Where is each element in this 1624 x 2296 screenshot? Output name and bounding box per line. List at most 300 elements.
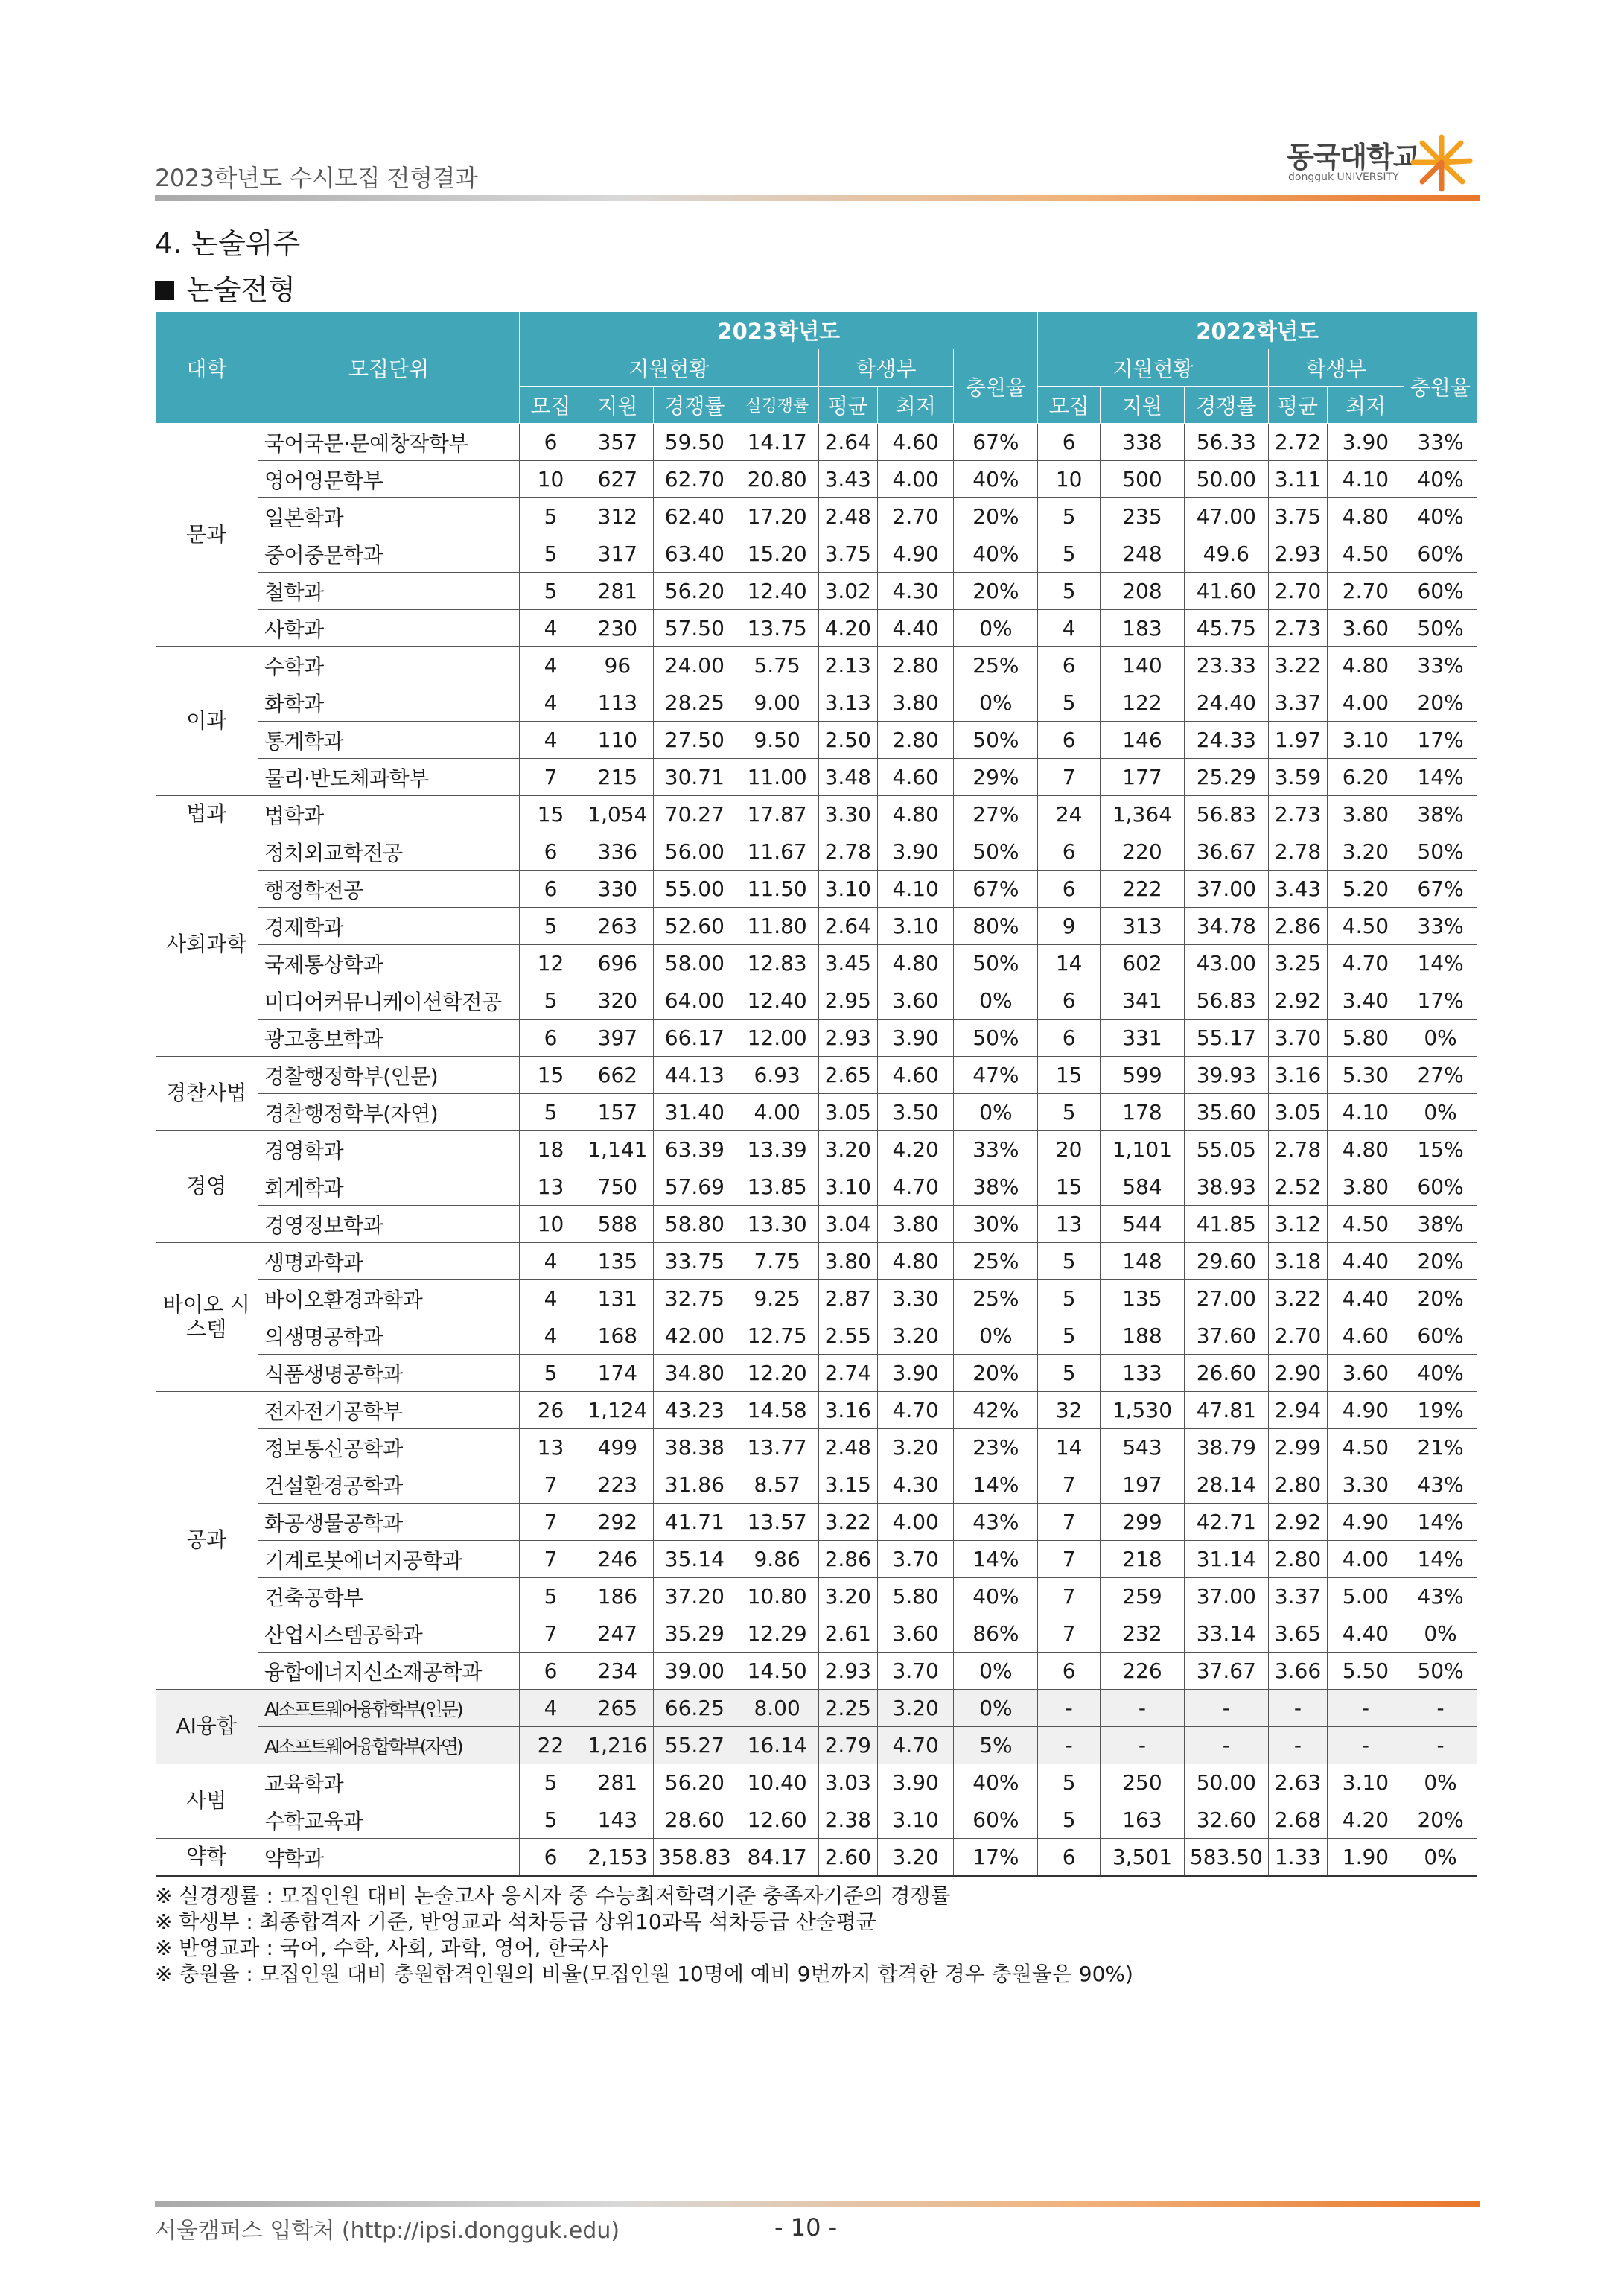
quota-2022-cell: 5 bbox=[1038, 1243, 1101, 1280]
quota-2023-cell: 12 bbox=[520, 945, 582, 982]
avg-2023-cell: 3.15 bbox=[818, 1466, 877, 1504]
real-ratio-2023-cell: 14.58 bbox=[736, 1392, 818, 1429]
applicants-2023-cell: 110 bbox=[582, 722, 653, 759]
page-number: - 10 - bbox=[774, 2213, 838, 2242]
unit-cell: 행정학전공 bbox=[258, 871, 519, 908]
fill-rate-2023-cell: 30% bbox=[954, 1206, 1038, 1243]
avg-2023-cell: 3.16 bbox=[818, 1392, 877, 1429]
ratio-2022-cell: 41.60 bbox=[1184, 573, 1268, 610]
quota-2022-cell: 5 bbox=[1038, 1801, 1101, 1839]
max-2023-cell: 3.50 bbox=[877, 1094, 953, 1131]
ratio-2022-cell: - bbox=[1184, 1690, 1268, 1727]
avg-2023-cell: 2.95 bbox=[818, 982, 877, 1020]
quota-2023-cell: 6 bbox=[520, 1839, 582, 1877]
avg-2023-cell: 2.64 bbox=[818, 424, 877, 461]
table-row bbox=[156, 684, 1477, 722]
table-row bbox=[156, 871, 1477, 908]
logo-english-text: dongguk UNIVERSITY bbox=[1288, 171, 1399, 183]
quota-2022-cell: 6 bbox=[1038, 982, 1101, 1020]
fill-rate-2022-cell: 15% bbox=[1404, 1131, 1477, 1168]
max-2023-cell: 3.60 bbox=[877, 1615, 953, 1653]
avg-2022-cell: 3.59 bbox=[1268, 759, 1327, 796]
max-2022-cell: - bbox=[1328, 1727, 1404, 1764]
college-cell: 문과 bbox=[156, 424, 258, 647]
quota-2022-cell: 14 bbox=[1038, 945, 1101, 982]
max-2023-cell: 3.70 bbox=[877, 1653, 953, 1690]
quota-2023-cell: 5 bbox=[520, 908, 582, 945]
real-ratio-2023-cell: 8.57 bbox=[736, 1466, 818, 1504]
applicants-2022-cell: 602 bbox=[1100, 945, 1184, 982]
table-row bbox=[156, 1727, 1477, 1764]
fill-rate-2023-cell: 50% bbox=[954, 945, 1038, 982]
quota-2022-cell: 15 bbox=[1038, 1168, 1101, 1206]
fill-rate-2022-cell: 38% bbox=[1404, 796, 1477, 833]
ratio-2022-cell: 55.05 bbox=[1184, 1131, 1268, 1168]
fill-rate-2022-cell: 20% bbox=[1404, 684, 1477, 722]
unit-cell: 경영학과 bbox=[258, 1131, 519, 1168]
quota-2022-cell: 13 bbox=[1038, 1206, 1101, 1243]
avg-2023-cell: 2.93 bbox=[818, 1020, 877, 1057]
fill-rate-2023-cell: 0% bbox=[954, 1317, 1038, 1355]
fill-rate-2022-cell: 19% bbox=[1404, 1392, 1477, 1429]
ratio-2023-cell: 24.00 bbox=[653, 647, 736, 684]
fill-rate-2023-cell: 20% bbox=[954, 1355, 1038, 1392]
quota-2023-cell: 5 bbox=[520, 1578, 582, 1615]
max-2023-cell: 3.60 bbox=[877, 982, 953, 1020]
applicants-2023-cell: 131 bbox=[582, 1280, 653, 1317]
max-2023-cell: 4.70 bbox=[877, 1168, 953, 1206]
quota-2022-cell: 5 bbox=[1038, 684, 1101, 722]
table-row bbox=[156, 1243, 1477, 1280]
header-applicant-status-2023: 지원현황 bbox=[520, 349, 818, 387]
applicants-2023-cell: 627 bbox=[582, 461, 653, 498]
applicants-2022-cell: 599 bbox=[1100, 1057, 1184, 1094]
quota-2022-cell: 7 bbox=[1038, 1578, 1101, 1615]
quota-2023-cell: 10 bbox=[520, 1206, 582, 1243]
real-ratio-2023-cell: 13.85 bbox=[736, 1168, 818, 1206]
max-2022-cell: 3.10 bbox=[1328, 722, 1404, 759]
quota-2023-cell: 26 bbox=[520, 1392, 582, 1429]
real-ratio-2023-cell: 8.00 bbox=[736, 1690, 818, 1727]
table-row bbox=[156, 498, 1477, 535]
applicants-2023-cell: 320 bbox=[582, 982, 653, 1020]
avg-2023-cell: 3.48 bbox=[818, 759, 877, 796]
max-2022-cell: 3.80 bbox=[1328, 1168, 1404, 1206]
table-row bbox=[156, 573, 1477, 610]
applicants-2023-cell: 113 bbox=[582, 684, 653, 722]
header-applicants-2023: 지원 bbox=[582, 387, 653, 424]
quota-2022-cell: 15 bbox=[1038, 1057, 1101, 1094]
unit-cell: 경영정보학과 bbox=[258, 1206, 519, 1243]
quota-2022-cell: 5 bbox=[1038, 535, 1101, 573]
avg-2023-cell: 2.78 bbox=[818, 833, 877, 871]
quota-2022-cell: 7 bbox=[1038, 1541, 1101, 1578]
avg-2022-cell: 2.73 bbox=[1268, 610, 1327, 647]
max-2023-cell: 4.60 bbox=[877, 759, 953, 796]
table-row bbox=[156, 1690, 1477, 1727]
quota-2023-cell: 7 bbox=[520, 1504, 582, 1541]
fill-rate-2022-cell: 17% bbox=[1404, 722, 1477, 759]
real-ratio-2023-cell: 13.39 bbox=[736, 1131, 818, 1168]
quota-2023-cell: 4 bbox=[520, 647, 582, 684]
square-bullet-icon bbox=[155, 281, 174, 300]
quota-2023-cell: 4 bbox=[520, 1690, 582, 1727]
fill-rate-2023-cell: 17% bbox=[954, 1839, 1038, 1877]
quota-2023-cell: 7 bbox=[520, 1541, 582, 1578]
footer-office: 서울캠퍼스 입학처 (http://ipsi.dongguk.edu) bbox=[155, 2218, 620, 2244]
max-2023-cell: 3.20 bbox=[877, 1839, 953, 1877]
fill-rate-2023-cell: 67% bbox=[954, 871, 1038, 908]
ratio-2022-cell: 27.00 bbox=[1184, 1280, 1268, 1317]
fill-rate-2023-cell: 5% bbox=[954, 1727, 1038, 1764]
max-2022-cell: 3.30 bbox=[1328, 1466, 1404, 1504]
ratio-2023-cell: 62.70 bbox=[653, 461, 736, 498]
unit-cell: 수학교육과 bbox=[258, 1801, 519, 1839]
ratio-2023-cell: 62.40 bbox=[653, 498, 736, 535]
max-2023-cell: 5.80 bbox=[877, 1578, 953, 1615]
avg-2022-cell: 2.52 bbox=[1268, 1168, 1327, 1206]
avg-2023-cell: 2.65 bbox=[818, 1057, 877, 1094]
applicants-2023-cell: 1,141 bbox=[582, 1131, 653, 1168]
applicants-2023-cell: 247 bbox=[582, 1615, 653, 1653]
avg-2023-cell: 3.75 bbox=[818, 535, 877, 573]
quota-2023-cell: 5 bbox=[520, 1094, 582, 1131]
max-2023-cell: 3.90 bbox=[877, 1764, 953, 1801]
ratio-2023-cell: 70.27 bbox=[653, 796, 736, 833]
unit-cell: AI소프트웨어융합학부(자연) bbox=[258, 1727, 519, 1764]
avg-2022-cell: 3.70 bbox=[1268, 1020, 1327, 1057]
fill-rate-2023-cell: 40% bbox=[954, 535, 1038, 573]
ratio-2022-cell: 55.17 bbox=[1184, 1020, 1268, 1057]
quota-2022-cell: 6 bbox=[1038, 1653, 1101, 1690]
ratio-2023-cell: 55.27 bbox=[653, 1727, 736, 1764]
table-row bbox=[156, 1541, 1477, 1578]
applicants-2023-cell: 397 bbox=[582, 1020, 653, 1057]
avg-2022-cell: 2.78 bbox=[1268, 1131, 1327, 1168]
ratio-2023-cell: 34.80 bbox=[653, 1355, 736, 1392]
logo-sun-icon bbox=[1407, 133, 1476, 192]
real-ratio-2023-cell: 9.86 bbox=[736, 1541, 818, 1578]
fill-rate-2023-cell: 23% bbox=[954, 1429, 1038, 1466]
college-cell: 바이오 시스템 bbox=[156, 1243, 258, 1392]
avg-2023-cell: 2.74 bbox=[818, 1355, 877, 1392]
unit-cell: 건설환경공학과 bbox=[258, 1466, 519, 1504]
applicants-2022-cell: 235 bbox=[1100, 498, 1184, 535]
max-2022-cell: 1.90 bbox=[1328, 1839, 1404, 1877]
ratio-2023-cell: 35.14 bbox=[653, 1541, 736, 1578]
applicants-2022-cell: 259 bbox=[1100, 1578, 1184, 1615]
quota-2023-cell: 18 bbox=[520, 1131, 582, 1168]
avg-2023-cell: 2.79 bbox=[818, 1727, 877, 1764]
max-2022-cell: 4.20 bbox=[1328, 1801, 1404, 1839]
unit-cell: 경찰행정학부(인문) bbox=[258, 1057, 519, 1094]
quota-2022-cell: 5 bbox=[1038, 1317, 1101, 1355]
max-2022-cell: 4.00 bbox=[1328, 1541, 1404, 1578]
ratio-2022-cell: 47.81 bbox=[1184, 1392, 1268, 1429]
real-ratio-2023-cell: 9.00 bbox=[736, 684, 818, 722]
document-title: 2023학년도 수시모집 전형결과 bbox=[155, 164, 478, 192]
ratio-2023-cell: 35.29 bbox=[653, 1615, 736, 1653]
ratio-2022-cell: 24.40 bbox=[1184, 684, 1268, 722]
applicants-2022-cell: 146 bbox=[1100, 722, 1184, 759]
avg-2023-cell: 2.13 bbox=[818, 647, 877, 684]
max-2023-cell: 4.70 bbox=[877, 1727, 953, 1764]
applicants-2023-cell: 168 bbox=[582, 1317, 653, 1355]
avg-2023-cell: 2.38 bbox=[818, 1801, 877, 1839]
unit-cell: 광고홍보학과 bbox=[258, 1020, 519, 1057]
unit-cell: 수학과 bbox=[258, 647, 519, 684]
applicants-2022-cell: 188 bbox=[1100, 1317, 1184, 1355]
unit-cell: 의생명공학과 bbox=[258, 1317, 519, 1355]
fill-rate-2023-cell: 40% bbox=[954, 1578, 1038, 1615]
quota-2022-cell: 6 bbox=[1038, 722, 1101, 759]
unit-cell: 전자전기공학부 bbox=[258, 1392, 519, 1429]
ratio-2022-cell: 42.71 bbox=[1184, 1504, 1268, 1541]
max-2022-cell: 4.80 bbox=[1328, 498, 1404, 535]
real-ratio-2023-cell: 4.00 bbox=[736, 1094, 818, 1131]
fill-rate-2022-cell: 0% bbox=[1404, 1615, 1477, 1653]
real-ratio-2023-cell: 7.75 bbox=[736, 1243, 818, 1280]
fill-rate-2023-cell: 25% bbox=[954, 1243, 1038, 1280]
fill-rate-2022-cell: 21% bbox=[1404, 1429, 1477, 1466]
real-ratio-2023-cell: 11.50 bbox=[736, 871, 818, 908]
table-row bbox=[156, 1504, 1477, 1541]
admission-results-table bbox=[155, 311, 1477, 1877]
table-row bbox=[156, 461, 1477, 498]
applicants-2023-cell: 135 bbox=[582, 1243, 653, 1280]
fill-rate-2023-cell: 14% bbox=[954, 1466, 1038, 1504]
fill-rate-2023-cell: 50% bbox=[954, 722, 1038, 759]
avg-2022-cell: 2.80 bbox=[1268, 1466, 1327, 1504]
avg-2023-cell: 2.50 bbox=[818, 722, 877, 759]
max-2023-cell: 3.20 bbox=[877, 1429, 953, 1466]
max-2022-cell: 4.10 bbox=[1328, 1094, 1404, 1131]
ratio-2023-cell: 55.00 bbox=[653, 871, 736, 908]
max-2022-cell: 4.40 bbox=[1328, 1615, 1404, 1653]
fill-rate-2023-cell: 42% bbox=[954, 1392, 1038, 1429]
fill-rate-2023-cell: 50% bbox=[954, 833, 1038, 871]
avg-2023-cell: 2.61 bbox=[818, 1615, 877, 1653]
real-ratio-2023-cell: 12.29 bbox=[736, 1615, 818, 1653]
fill-rate-2022-cell: 40% bbox=[1404, 498, 1477, 535]
applicants-2023-cell: 2,153 bbox=[582, 1839, 653, 1877]
applicants-2022-cell: 331 bbox=[1100, 1020, 1184, 1057]
table-row bbox=[156, 1168, 1477, 1206]
applicants-2023-cell: 336 bbox=[582, 833, 653, 871]
ratio-2023-cell: 37.20 bbox=[653, 1578, 736, 1615]
ratio-2023-cell: 27.50 bbox=[653, 722, 736, 759]
applicants-2022-cell: 226 bbox=[1100, 1653, 1184, 1690]
max-2023-cell: 4.60 bbox=[877, 424, 953, 461]
fill-rate-2023-cell: 20% bbox=[954, 573, 1038, 610]
real-ratio-2023-cell: 6.93 bbox=[736, 1057, 818, 1094]
applicants-2022-cell: 222 bbox=[1100, 871, 1184, 908]
header-quota-2022: 모집 bbox=[1038, 387, 1101, 424]
fill-rate-2023-cell: 38% bbox=[954, 1168, 1038, 1206]
ratio-2023-cell: 56.20 bbox=[653, 573, 736, 610]
real-ratio-2023-cell: 12.83 bbox=[736, 945, 818, 982]
max-2022-cell: 3.10 bbox=[1328, 1764, 1404, 1801]
max-2023-cell: 3.20 bbox=[877, 1690, 953, 1727]
quota-2022-cell: - bbox=[1038, 1690, 1101, 1727]
applicants-2022-cell: 178 bbox=[1100, 1094, 1184, 1131]
quota-2023-cell: 6 bbox=[520, 1020, 582, 1057]
real-ratio-2023-cell: 84.17 bbox=[736, 1839, 818, 1877]
ratio-2023-cell: 32.75 bbox=[653, 1280, 736, 1317]
fill-rate-2022-cell: - bbox=[1404, 1690, 1477, 1727]
header-divider bbox=[155, 195, 1480, 201]
college-cell: 공과 bbox=[156, 1392, 258, 1690]
real-ratio-2023-cell: 17.20 bbox=[736, 498, 818, 535]
unit-cell: 정보통신공학과 bbox=[258, 1429, 519, 1466]
ratio-2023-cell: 57.50 bbox=[653, 610, 736, 647]
applicants-2023-cell: 281 bbox=[582, 573, 653, 610]
max-2023-cell: 3.10 bbox=[877, 908, 953, 945]
quota-2023-cell: 6 bbox=[520, 1653, 582, 1690]
max-2022-cell: 2.70 bbox=[1328, 573, 1404, 610]
fill-rate-2023-cell: 25% bbox=[954, 1280, 1038, 1317]
applicants-2022-cell: 232 bbox=[1100, 1615, 1184, 1653]
header-school-record-2023: 학생부 bbox=[818, 349, 954, 387]
applicants-2022-cell: 1,530 bbox=[1100, 1392, 1184, 1429]
applicants-2022-cell: 248 bbox=[1100, 535, 1184, 573]
avg-2022-cell: 2.68 bbox=[1268, 1801, 1327, 1839]
unit-cell: 생명과학과 bbox=[258, 1243, 519, 1280]
ratio-2022-cell: 24.33 bbox=[1184, 722, 1268, 759]
fill-rate-2022-cell: 0% bbox=[1404, 1764, 1477, 1801]
logo-korean-text: 동국대학교 bbox=[1287, 141, 1420, 174]
quota-2022-cell: 5 bbox=[1038, 1355, 1101, 1392]
subsection-title-text: 논술전형 bbox=[186, 273, 296, 306]
table-row bbox=[156, 1615, 1477, 1653]
max-2023-cell: 3.20 bbox=[877, 1317, 953, 1355]
applicants-2023-cell: 246 bbox=[582, 1541, 653, 1578]
table-row bbox=[156, 1392, 1477, 1429]
max-2023-cell: 4.30 bbox=[877, 573, 953, 610]
header-fill-rate-2022: 충원율 bbox=[1404, 349, 1477, 424]
unit-cell: 교육학과 bbox=[258, 1764, 519, 1801]
real-ratio-2023-cell: 12.60 bbox=[736, 1801, 818, 1839]
max-2022-cell: - bbox=[1328, 1690, 1404, 1727]
avg-2022-cell: 3.11 bbox=[1268, 461, 1327, 498]
fill-rate-2022-cell: 67% bbox=[1404, 871, 1477, 908]
unit-cell: 정치외교학전공 bbox=[258, 833, 519, 871]
avg-2022-cell: 3.05 bbox=[1268, 1094, 1327, 1131]
avg-2022-cell: 2.94 bbox=[1268, 1392, 1327, 1429]
fill-rate-2023-cell: 47% bbox=[954, 1057, 1038, 1094]
unit-cell: 약학과 bbox=[258, 1839, 519, 1877]
table-row bbox=[156, 908, 1477, 945]
avg-2022-cell: 3.16 bbox=[1268, 1057, 1327, 1094]
avg-2022-cell: 3.25 bbox=[1268, 945, 1327, 982]
quota-2022-cell: 5 bbox=[1038, 1280, 1101, 1317]
quota-2022-cell: 5 bbox=[1038, 573, 1101, 610]
avg-2023-cell: 3.03 bbox=[818, 1764, 877, 1801]
ratio-2022-cell: 37.00 bbox=[1184, 1578, 1268, 1615]
quota-2023-cell: 5 bbox=[520, 1355, 582, 1392]
fill-rate-2023-cell: 0% bbox=[954, 1653, 1038, 1690]
ratio-2022-cell: 38.93 bbox=[1184, 1168, 1268, 1206]
table-row bbox=[156, 1131, 1477, 1168]
header-avg-2022: 평균 bbox=[1268, 387, 1327, 424]
fill-rate-2022-cell: 60% bbox=[1404, 573, 1477, 610]
max-2023-cell: 4.70 bbox=[877, 1392, 953, 1429]
applicants-2023-cell: 265 bbox=[582, 1690, 653, 1727]
avg-2022-cell: 2.99 bbox=[1268, 1429, 1327, 1466]
avg-2022-cell: 3.66 bbox=[1268, 1653, 1327, 1690]
real-ratio-2023-cell: 13.75 bbox=[736, 610, 818, 647]
ratio-2022-cell: 50.00 bbox=[1184, 461, 1268, 498]
quota-2023-cell: 5 bbox=[520, 498, 582, 535]
ratio-2023-cell: 58.80 bbox=[653, 1206, 736, 1243]
fill-rate-2023-cell: 40% bbox=[954, 461, 1038, 498]
avg-2022-cell: 2.70 bbox=[1268, 573, 1327, 610]
fill-rate-2023-cell: 0% bbox=[954, 982, 1038, 1020]
avg-2022-cell: 3.65 bbox=[1268, 1615, 1327, 1653]
avg-2022-cell: 2.73 bbox=[1268, 796, 1327, 833]
fill-rate-2022-cell: 33% bbox=[1404, 424, 1477, 461]
ratio-2023-cell: 66.17 bbox=[653, 1020, 736, 1057]
ratio-2022-cell: 50.00 bbox=[1184, 1764, 1268, 1801]
avg-2022-cell: 3.37 bbox=[1268, 1578, 1327, 1615]
applicants-2023-cell: 281 bbox=[582, 1764, 653, 1801]
max-2023-cell: 3.90 bbox=[877, 1355, 953, 1392]
ratio-2022-cell: 43.00 bbox=[1184, 945, 1268, 982]
fill-rate-2023-cell: 67% bbox=[954, 424, 1038, 461]
section-title: 4. 논술위주 bbox=[155, 227, 301, 260]
avg-2023-cell: 2.87 bbox=[818, 1280, 877, 1317]
fill-rate-2023-cell: 43% bbox=[954, 1504, 1038, 1541]
ratio-2023-cell: 56.20 bbox=[653, 1764, 736, 1801]
max-2022-cell: 4.50 bbox=[1328, 1206, 1404, 1243]
fill-rate-2022-cell: 20% bbox=[1404, 1243, 1477, 1280]
real-ratio-2023-cell: 12.40 bbox=[736, 982, 818, 1020]
applicants-2022-cell: 341 bbox=[1100, 982, 1184, 1020]
college-cell: 사범 bbox=[156, 1764, 258, 1839]
unit-cell: 법학과 bbox=[258, 796, 519, 833]
quota-2023-cell: 7 bbox=[520, 1615, 582, 1653]
max-2023-cell: 2.80 bbox=[877, 722, 953, 759]
fill-rate-2023-cell: 80% bbox=[954, 908, 1038, 945]
max-2023-cell: 3.80 bbox=[877, 1206, 953, 1243]
fill-rate-2022-cell: 38% bbox=[1404, 1206, 1477, 1243]
fill-rate-2022-cell: 14% bbox=[1404, 759, 1477, 796]
quota-2023-cell: 5 bbox=[520, 573, 582, 610]
fill-rate-2022-cell: 50% bbox=[1404, 833, 1477, 871]
avg-2022-cell: - bbox=[1268, 1690, 1327, 1727]
table-row bbox=[156, 1764, 1477, 1801]
avg-2022-cell: 2.93 bbox=[1268, 535, 1327, 573]
header-college: 대학 bbox=[156, 312, 258, 424]
header-ratio-2022: 경쟁률 bbox=[1184, 387, 1268, 424]
applicants-2023-cell: 357 bbox=[582, 424, 653, 461]
avg-2023-cell: 2.25 bbox=[818, 1690, 877, 1727]
avg-2022-cell: 1.97 bbox=[1268, 722, 1327, 759]
ratio-2022-cell: 56.33 bbox=[1184, 424, 1268, 461]
quota-2023-cell: 4 bbox=[520, 722, 582, 759]
quota-2022-cell: 7 bbox=[1038, 1466, 1101, 1504]
fill-rate-2022-cell: 33% bbox=[1404, 647, 1477, 684]
avg-2022-cell: 2.63 bbox=[1268, 1764, 1327, 1801]
max-2023-cell: 4.00 bbox=[877, 461, 953, 498]
applicants-2022-cell: 299 bbox=[1100, 1504, 1184, 1541]
avg-2023-cell: 3.02 bbox=[818, 573, 877, 610]
applicants-2022-cell: 197 bbox=[1100, 1466, 1184, 1504]
applicants-2023-cell: 317 bbox=[582, 535, 653, 573]
unit-cell: 바이오환경과학과 bbox=[258, 1280, 519, 1317]
ratio-2023-cell: 33.75 bbox=[653, 1243, 736, 1280]
max-2023-cell: 2.80 bbox=[877, 647, 953, 684]
